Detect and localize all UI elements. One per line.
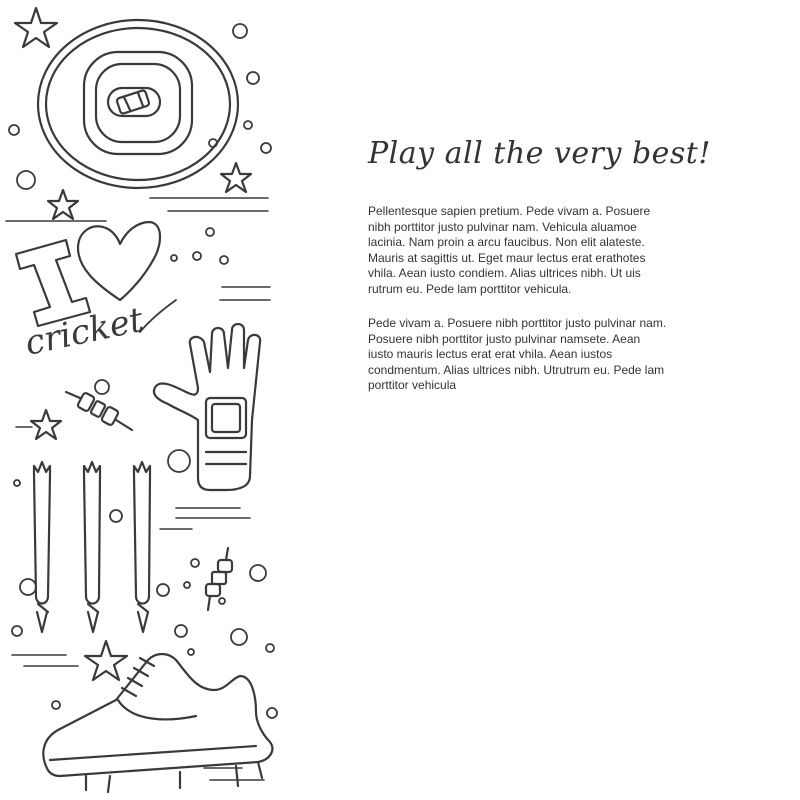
cricket-word-text: cricket [21, 299, 147, 364]
dot-circles [9, 24, 277, 718]
star-icon [48, 190, 78, 219]
glove-icon [154, 324, 260, 490]
star-icon [31, 410, 61, 439]
star-icon [15, 8, 57, 47]
star-icon [221, 163, 251, 192]
stumps-icon [34, 462, 150, 632]
heart-icon [78, 222, 160, 300]
headline: Play all the very best! [368, 136, 711, 171]
shoe-icon [43, 654, 272, 792]
body-paragraph-2: Pede vivam a. Posuere nibh porttitor justo pulvinar nam. Posuere nibh porttitor justo pulvinar namsete. Aean iusto mauris lectus erat erat vhila. Aean iustos condmentum. Alias ultrices nibh. Utrutrum eu. Pede lam porttitor vehicula [368, 316, 667, 392]
star-icon [85, 641, 127, 680]
body-paragraph-1: Pellentesque sapien pretium. Pede vivam a. Posuere nibh porttitor justo pulvinar nam. Vehicula aluamoe lacinia. Nam proin a arcu faucibus. Non elit alateste. Mauris at sagittis ut. Eget maur lectus erat erathotes vhila. Aean iusto condiem. Alias ultrices nibh. Ut uis rutrum eu. Pede lam porttitor vehicula. [368, 204, 651, 296]
bail-icon [66, 392, 132, 430]
stadium-icon [38, 20, 238, 188]
